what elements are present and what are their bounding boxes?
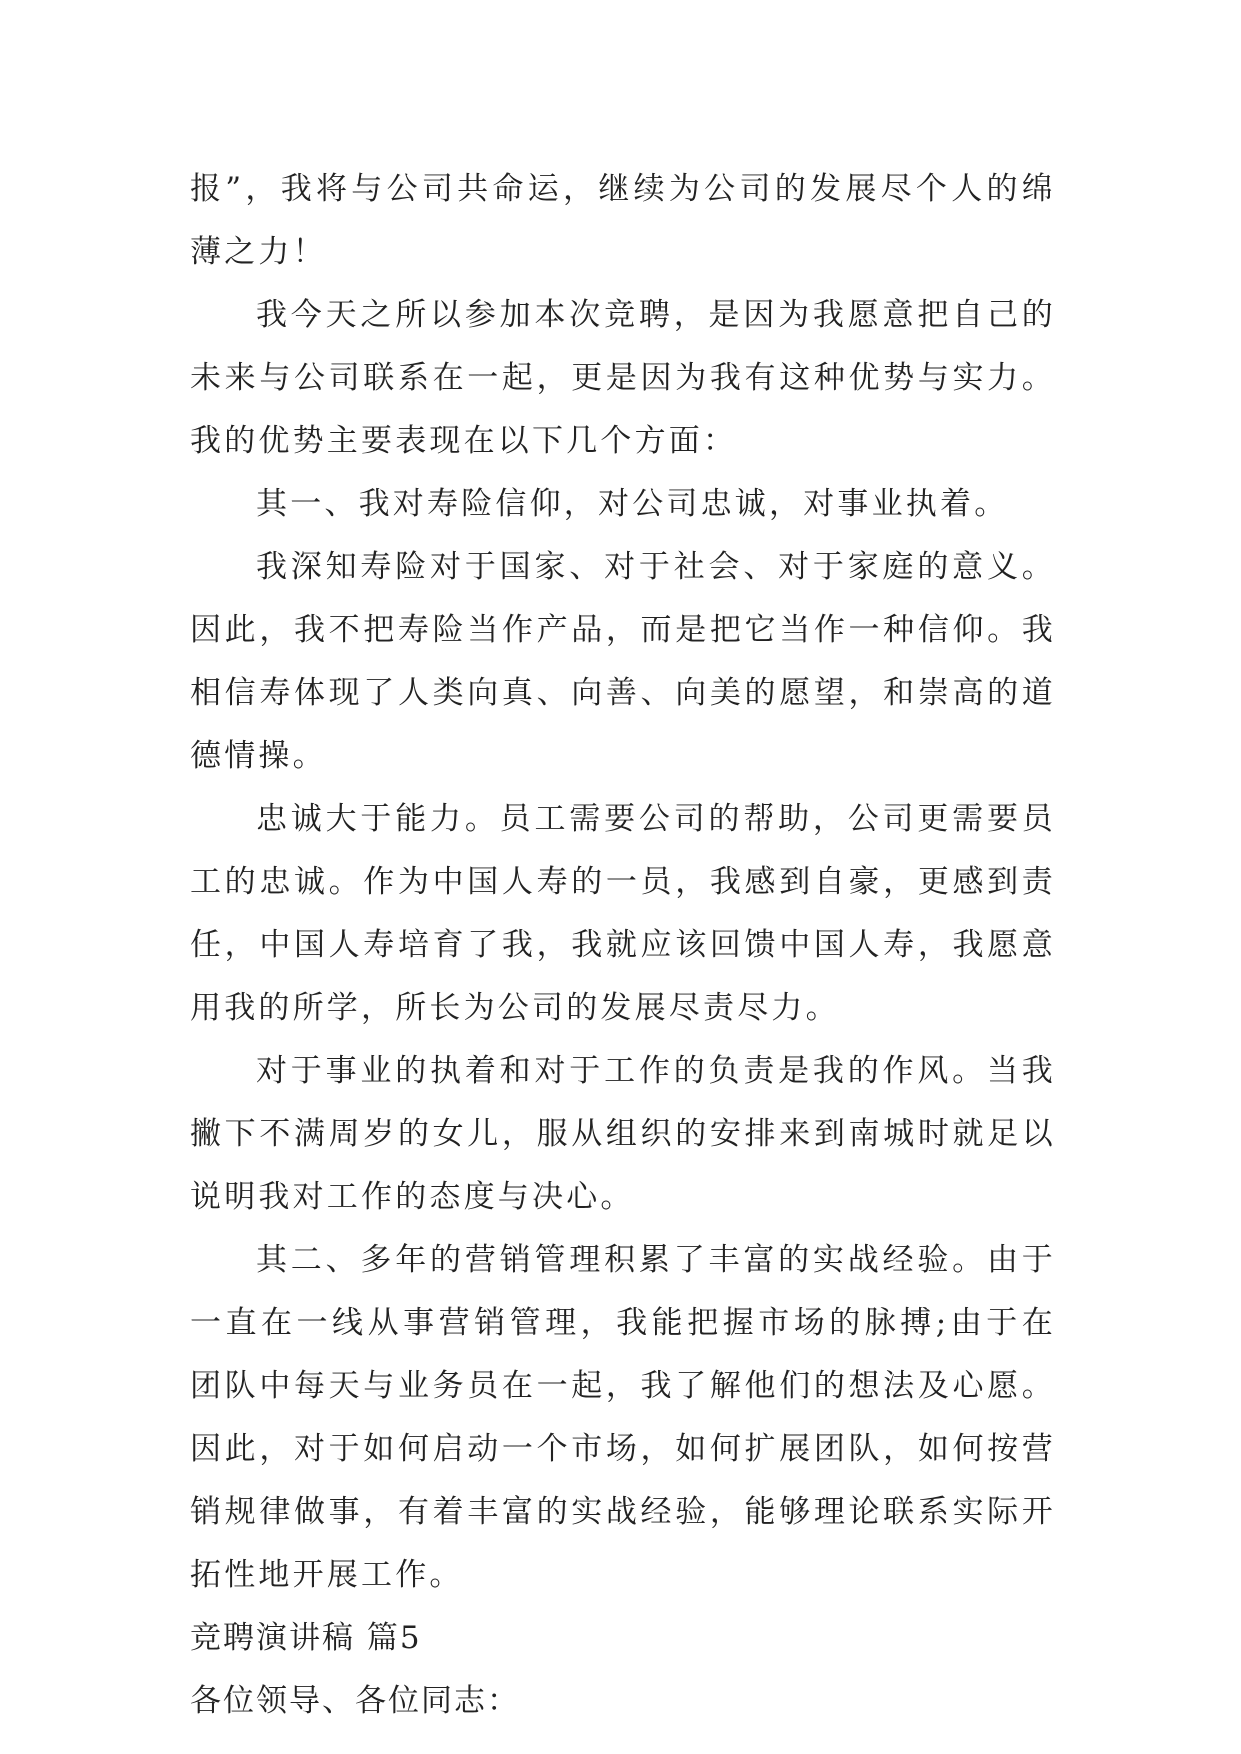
paragraph-6: 对于事业的执着和对于工作的负责是我的作风。当我撇下不满周岁的女儿，服从组织的安排来到南城时就足以说明我对工作的态度与决心。 <box>190 1053 1056 1215</box>
paragraph-3: 其一、我对寿险信仰，对公司忠诚，对事业执着。 <box>256 486 1009 522</box>
paragraph-1: 报”，我将与公司共命运，继续为公司的发展尽个人的绵薄之力！ <box>190 171 1056 270</box>
section-heading: 竞聘演讲稿 篇5 <box>190 1620 422 1656</box>
salutation: 各位领导、各位同志： <box>190 1683 520 1719</box>
paragraph-5: 忠诚大于能力。员工需要公司的帮助，公司更需要员工的忠诚。作为中国人寿的一员，我感到自豪，更感到责任，中国人寿培育了我，我就应该回馈中国人寿，我愿意用我的所学，所长为公司的发展尽责尽力。 <box>190 801 1056 1026</box>
paragraph-4: 我深知寿险对于国家、对于社会、对于家庭的意义。因此，我不把寿险当作产品，而是把它当作一种信仰。我相信寿体现了人类向真、向善、向美的愿望，和崇高的道德情操。 <box>190 549 1056 774</box>
document-body <box>190 158 1056 1733</box>
paragraph-2: 我今天之所以参加本次竞聘，是因为我愿意把自己的未来与公司联系在一起，更是因为我有这种优势与实力。我的优势主要表现在以下几个方面： <box>190 297 1056 459</box>
paragraph-7: 其二、多年的营销管理积累了丰富的实战经验。由于一直在一线从事营销管理，我能把握市场的脉搏;由于在团队中每天与业务员在一起，我了解他们的想法及心愿。因此，对于如何启动一个市场，如何扩展团队，如何按营销规律做事，有着丰富的实战经验，能够理论联系实际开拓性地开展工作。 <box>190 1242 1056 1593</box>
